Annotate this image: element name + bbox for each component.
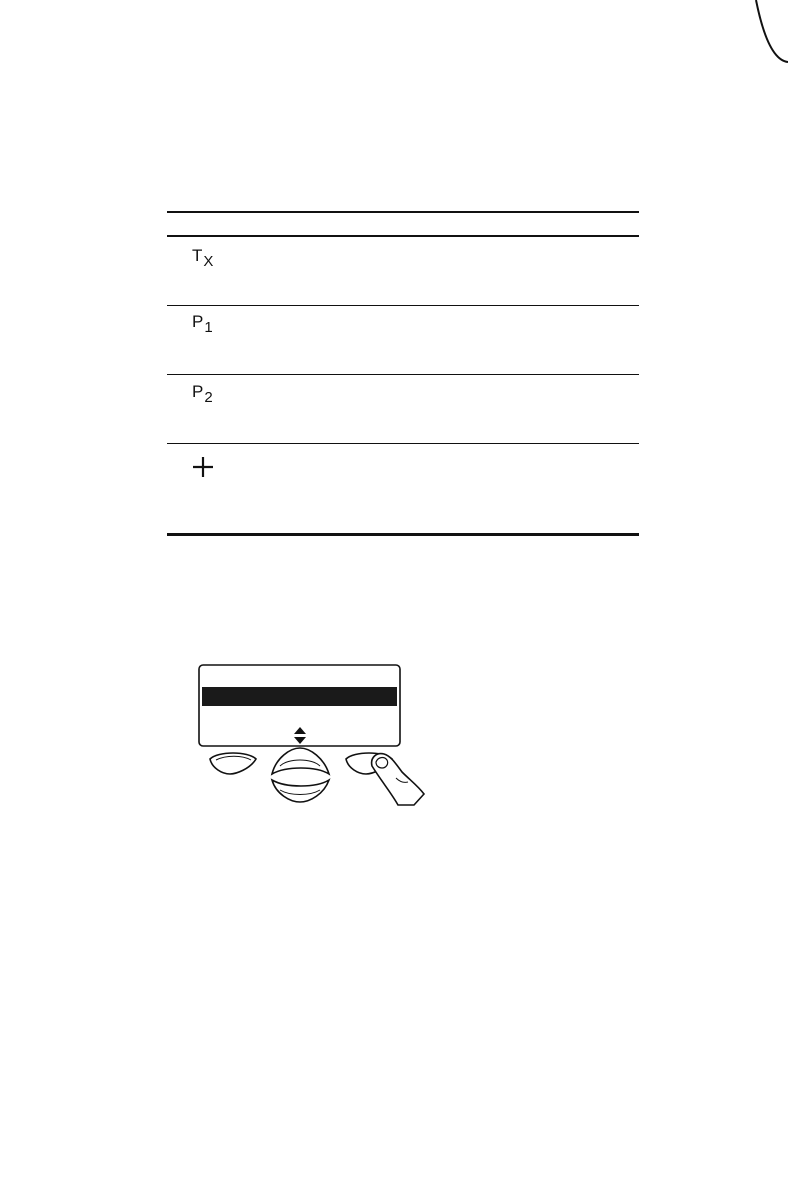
symbol-tx-sub: X: [203, 253, 214, 270]
table-top-rule: [167, 211, 639, 213]
scroll-down-button[interactable]: [272, 780, 329, 802]
table-header-rule: [167, 235, 639, 237]
scroll-up-button[interactable]: [272, 748, 329, 774]
table-row-divider: [167, 305, 639, 306]
table-row-divider: [167, 443, 639, 444]
symbol-p2: [192, 382, 213, 406]
symbol-p2-sub: 2: [204, 389, 213, 406]
symbol-p1-main: P: [192, 312, 204, 331]
symbol-p1-sub: 1: [204, 319, 213, 336]
plus-icon: [192, 456, 214, 478]
page-corner-mark: [0, 0, 788, 80]
symbol-tx-main: T: [192, 246, 203, 265]
symbol-p2-main: P: [192, 382, 204, 401]
symbol-tx: [192, 246, 214, 270]
device-illustration: [196, 662, 428, 806]
table-row-divider: [167, 374, 639, 375]
symbol-table: [167, 211, 639, 537]
symbol-p1: [192, 312, 213, 336]
table-bottom-rule: [167, 533, 639, 536]
screen-highlight-bar: [202, 687, 397, 706]
